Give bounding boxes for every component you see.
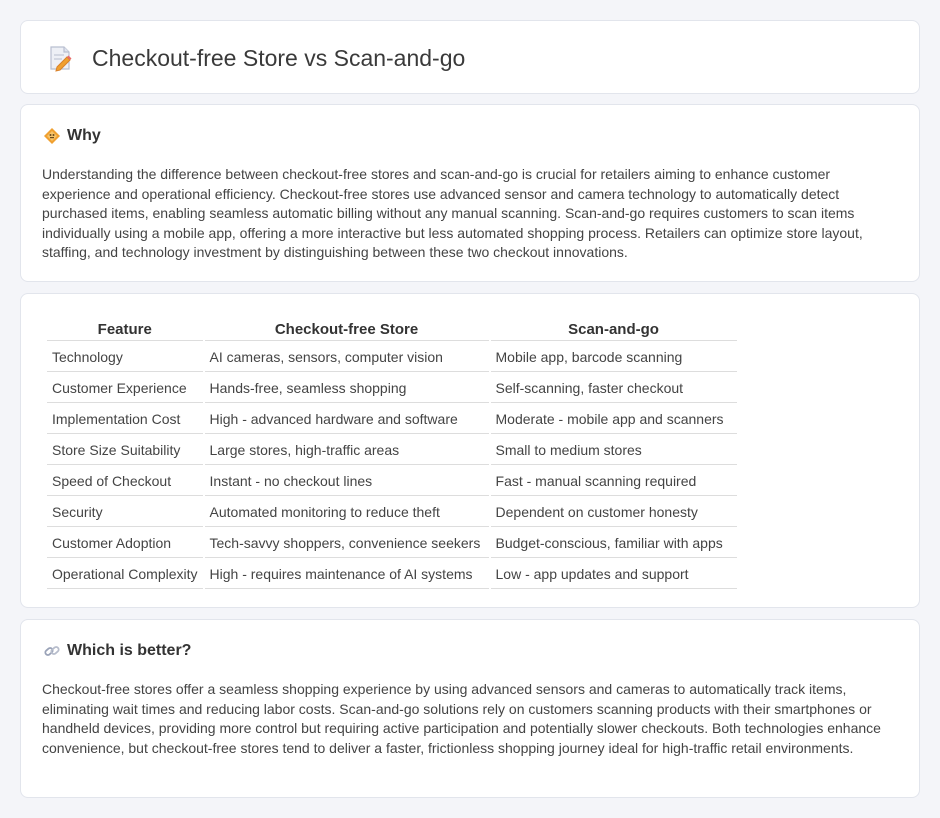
diamond-sign-icon	[43, 127, 61, 145]
table-header-row	[47, 317, 737, 341]
document-edit-icon	[45, 43, 75, 73]
feature-cell: Operational Complexity	[47, 560, 203, 589]
table-row	[47, 498, 737, 527]
table-row	[47, 343, 737, 372]
better-heading	[43, 642, 191, 660]
title-row	[45, 43, 465, 73]
scan-and-go-cell: Mobile app, barcode scanning	[491, 343, 737, 372]
checkout-free-cell: High - requires maintenance of AI systems	[205, 560, 489, 589]
checkout-free-cell: Tech-savvy shoppers, convenience seekers	[205, 529, 489, 558]
column-header-checkout-free: Checkout-free Store	[205, 317, 489, 341]
scan-and-go-cell: Dependent on customer honesty	[491, 498, 737, 527]
why-text: Understanding the difference between checkout-free stores and scan-and-go is crucial for retailers aiming to enhance customer experience and operational efficiency. Checkout-free stores use advanced sensor and camera technology to automatically detect purchased items, enabling seamless automatic billing without any manual scanning. Scan-and-go requires customers to scan items individually using a mobile app, offering a more interactive but less automated shopping process. Retailers can optimize store layout, staffing, and technology investment by distinguishing between these two checkout innovations.	[42, 166, 863, 261]
scan-and-go-cell: Self-scanning, faster checkout	[491, 374, 737, 403]
table-row	[47, 560, 737, 589]
better-title: Which is better?	[67, 642, 192, 659]
table-row	[47, 467, 737, 496]
table-row	[47, 405, 737, 434]
feature-cell: Technology	[47, 343, 203, 372]
page-title: Checkout-free Store vs Scan-and-go	[92, 44, 466, 71]
scan-and-go-cell: Budget-conscious, familiar with apps	[491, 529, 737, 558]
table-row	[47, 436, 737, 465]
link-icon	[43, 642, 61, 660]
table-row	[47, 374, 737, 403]
column-header-scan-and-go: Scan-and-go	[491, 317, 737, 341]
scan-and-go-cell: Low - app updates and support	[491, 560, 737, 589]
feature-cell: Speed of Checkout	[47, 467, 203, 496]
feature-cell: Store Size Suitability	[47, 436, 203, 465]
feature-cell: Implementation Cost	[47, 405, 203, 434]
scan-and-go-cell: Moderate - mobile app and scanners	[491, 405, 737, 434]
feature-cell: Customer Experience	[47, 374, 203, 403]
comparison-section	[20, 293, 920, 608]
comparison-table	[45, 315, 739, 591]
checkout-free-cell: Large stores, high-traffic areas	[205, 436, 489, 465]
checkout-free-cell: AI cameras, sensors, computer vision	[205, 343, 489, 372]
column-header-feature: Feature	[47, 317, 203, 341]
why-section	[20, 104, 920, 282]
feature-cell: Customer Adoption	[47, 529, 203, 558]
checkout-free-cell: Automated monitoring to reduce theft	[205, 498, 489, 527]
header-card	[20, 20, 920, 94]
table-row	[47, 529, 737, 558]
better-text: Checkout-free stores offer a seamless shopping experience by using advanced sensors and cameras to automatically track items, eliminating wait times and reducing labor costs. Scan-and-go solutions rely on customers scanning products with their smartphones or handheld devices, providing more control but requiring active participation and potentially slower checkouts. Both technologies enhance convenience, but checkout-free stores tend to deliver a faster, frictionless shopping journey ideal for high-traffic retail environments.	[42, 681, 881, 756]
scan-and-go-cell: Small to medium stores	[491, 436, 737, 465]
feature-cell: Security	[47, 498, 203, 527]
why-heading	[43, 127, 101, 145]
checkout-free-cell: Instant - no checkout lines	[205, 467, 489, 496]
checkout-free-cell: High - advanced hardware and software	[205, 405, 489, 434]
why-title: Why	[67, 127, 101, 144]
scan-and-go-cell: Fast - manual scanning required	[491, 467, 737, 496]
which-is-better-section	[20, 619, 920, 798]
checkout-free-cell: Hands-free, seamless shopping	[205, 374, 489, 403]
